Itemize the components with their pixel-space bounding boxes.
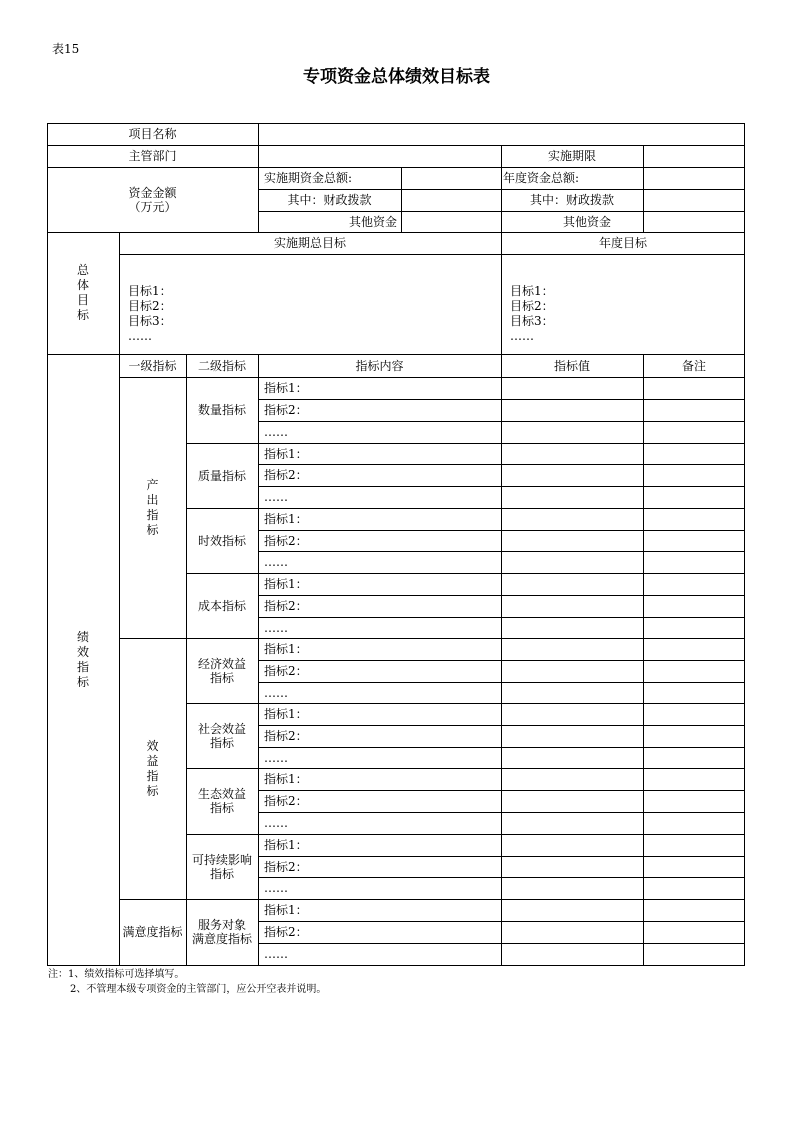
note-line-1: 注：1、绩效指标可选择填写。 bbox=[48, 969, 185, 980]
l2-quality: 质量指标 bbox=[197, 468, 246, 483]
dept-label: 主管部门 bbox=[128, 149, 177, 163]
col-note: 备注 bbox=[681, 358, 706, 373]
table-row-item: 指标2： bbox=[264, 533, 308, 548]
table-row-item: …… bbox=[264, 620, 288, 635]
table-row-item: 指标1： bbox=[264, 707, 308, 721]
col-content: 指标内容 bbox=[355, 358, 404, 373]
table-row-item: 指标1： bbox=[264, 381, 308, 395]
table-row-item: 指标1： bbox=[264, 838, 308, 852]
other-funds-label-left: 其他资金 bbox=[348, 214, 397, 229]
fiscal-label-left: 其中：财政拨款 bbox=[287, 193, 372, 207]
l1-output: 产出指标 bbox=[146, 477, 159, 537]
table-row-item: …… bbox=[264, 555, 288, 569]
l2-economic: 经济效益 指标 bbox=[197, 656, 246, 685]
col-l1: 一级指标 bbox=[128, 358, 177, 373]
l2-service-satisfaction: 服务对象 满意度指标 bbox=[191, 918, 252, 946]
table-row-item: 指标1： bbox=[264, 446, 308, 461]
table-row-item: …… bbox=[264, 947, 288, 961]
table-row-item: 指标2： bbox=[264, 925, 308, 939]
table-row-item: 指标1： bbox=[264, 903, 308, 917]
table-row-item: 指标1： bbox=[264, 642, 308, 656]
perf-indicators-label: 绩效指标 bbox=[76, 629, 89, 689]
table-row-item: 指标1： bbox=[264, 772, 308, 786]
l2-social: 社会效益 指标 bbox=[197, 721, 246, 750]
l2-timeliness: 时效指标 bbox=[197, 533, 246, 548]
table-row-item: 指标1： bbox=[264, 512, 308, 526]
table-row-item: 指标2： bbox=[264, 794, 308, 808]
table-row-item: 指标1： bbox=[264, 577, 308, 591]
l1-benefit: 效益指标 bbox=[146, 738, 159, 798]
project-name-label: 项目名称 bbox=[128, 127, 177, 141]
l1-satisfaction: 满意度指标 bbox=[122, 925, 183, 939]
period-goals-list: 目标1： 目标2： 目标3： …… bbox=[128, 284, 172, 343]
funds-label: 资金金额 （万元） bbox=[128, 185, 177, 214]
annual-goals-list: 目标1： 目标2： 目标3： …… bbox=[510, 284, 554, 343]
table-row-item: …… bbox=[264, 816, 288, 830]
col-l2: 二级指标 bbox=[197, 358, 246, 373]
table-row-item: …… bbox=[264, 750, 288, 765]
table-row-item: 指标2： bbox=[264, 859, 308, 874]
table-row-item: 指标2： bbox=[264, 729, 308, 743]
annual-funds-label: 年度资金总额: bbox=[503, 171, 580, 185]
total-funds-label: 实施期资金总额: bbox=[264, 171, 353, 185]
fiscal-label-right: 其中：财政拨款 bbox=[529, 193, 614, 207]
page-title: 专项资金总体绩效目标表 bbox=[303, 67, 490, 87]
other-funds-label-right: 其他资金 bbox=[562, 214, 611, 229]
col-value: 指标值 bbox=[553, 358, 590, 373]
l2-cost: 成本指标 bbox=[197, 598, 246, 613]
note-line-2: 2、不管理本级专项资金的主管部门，应公开空表并说明。 bbox=[70, 984, 327, 995]
annual-goal-header: 年度目标 bbox=[598, 236, 647, 250]
overall-goals-label: 总体目标 bbox=[76, 263, 89, 322]
period-label: 实施期限 bbox=[547, 149, 596, 163]
l2-quantity: 数量指标 bbox=[197, 403, 246, 417]
table-number: 表15 bbox=[52, 42, 80, 56]
table-row-item: …… bbox=[264, 685, 288, 700]
table-row-item: 指标2： bbox=[264, 468, 308, 482]
table-row-item: 指标2： bbox=[264, 599, 308, 613]
table-row-item: …… bbox=[264, 881, 288, 895]
table-row-item: …… bbox=[264, 490, 288, 504]
l2-ecological: 生态效益 指标 bbox=[197, 787, 246, 815]
l2-sustainable: 可持续影响 指标 bbox=[191, 852, 252, 881]
table-row-item: 指标2： bbox=[264, 403, 308, 417]
table-row-item: …… bbox=[264, 425, 288, 439]
table-row-item: 指标2： bbox=[264, 664, 308, 678]
period-goal-header: 实施期总目标 bbox=[273, 236, 346, 250]
